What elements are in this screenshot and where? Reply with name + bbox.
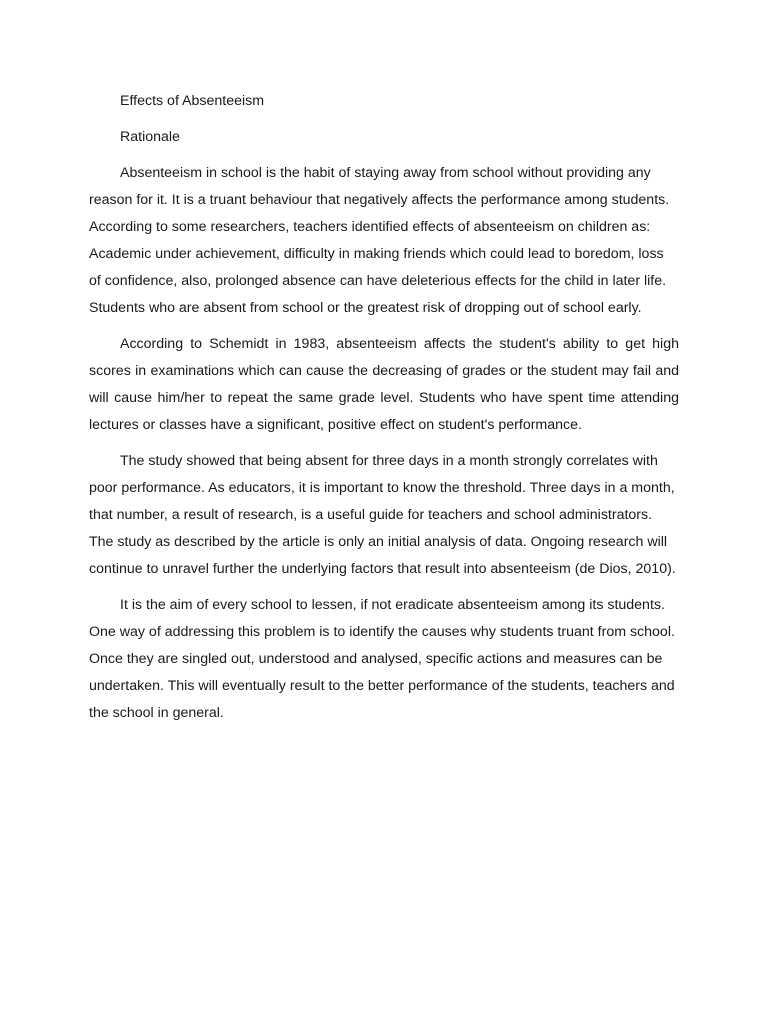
paragraph-1: Absenteeism in school is the habit of staying away from school without providing any reason for it. It is a truant behaviour that negatively affects the performance among students. According to some researchers, teachers identified effects of absenteeism on children as: Academic under achievement, difficulty in making friends which could lead to boredom, loss of confidence, also, prolonged absence can have deleterious effects for the child in later life. Students who are absent from school or the greatest risk of dropping out of school early. (89, 165, 670, 316)
paragraph-4: It is the aim of every school to lessen, if not eradicate absenteeism among its students. One way of addressing this problem is to identify the causes why students truant from school. Once they are singled out, understood and analysed, specific actions and measures can be undertaken. This will eventually result to the better performance of the students, teachers and the school in general. (89, 597, 675, 721)
document-title: Effects of Absenteeism (120, 93, 265, 109)
document-page (89, 88, 679, 727)
section-heading-rationale: Rationale (120, 129, 180, 145)
paragraph-2: According to Schemidt in 1983, absenteeism affects the student's ability to get high scores in examinations which can cause the decreasing of grades or the student may fail and will cause him/her to repeat the same grade level. Students who have spent time attending lectures or classes have a significant, positive effect on student's performance. (89, 336, 679, 433)
paragraph-3: The study showed that being absent for three days in a month strongly correlates with poor performance. As educators, it is important to know the threshold. Three days in a month, that number, a result of research, is a useful guide for teachers and school administrators. The study as described by the article is only an initial analysis of data. Ongoing research will continue to unravel further the underlying factors that result into absenteeism (de Dios, 2010). (89, 453, 676, 577)
